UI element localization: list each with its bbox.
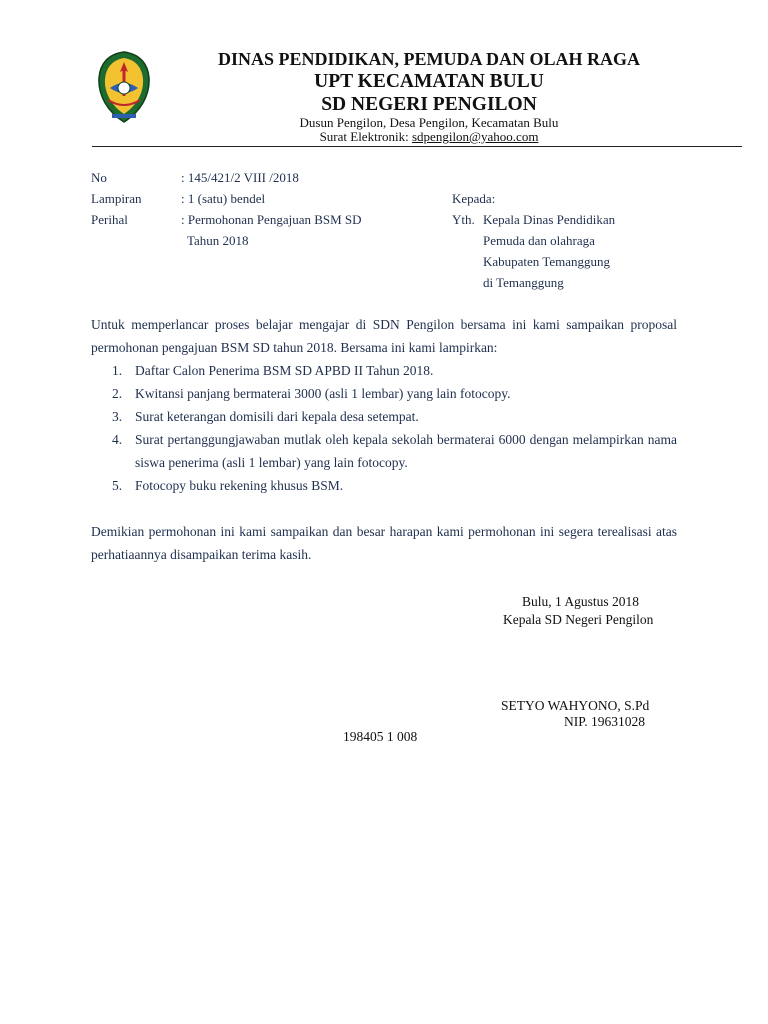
recipient-kepada: Kepada: [452, 191, 496, 206]
recipient-line: Kabupaten Temanggung [483, 254, 611, 269]
perihal-label: Perihal [91, 212, 128, 227]
lampiran-value: : 1 (satu) bendel [181, 191, 266, 206]
lampiran-label: Lampiran [91, 191, 142, 206]
list-item-text: Kwitansi panjang bermaterai 3000 (asli 1 lembar) yang lain fotocopy. [135, 386, 511, 401]
list-item-text: Surat pertanggungjawaban mutlak oleh kepala sekolah bermaterai 6000 dengan melampirkan nama siswa penerima (asli 1 lembar) yang lain fotocopy. [135, 432, 677, 470]
list-item [91, 382, 677, 405]
list-item-text: Fotocopy buku rekening khusus BSM. [135, 478, 344, 493]
recipient-line: Pemuda dan olahraga [483, 233, 595, 248]
letter-body [91, 313, 677, 566]
place-date: Bulu, 1 Agustus 2018 [522, 594, 640, 609]
recipient-yth: Yth. [452, 212, 475, 227]
recipient-line: Kepala Dinas Pendidikan [483, 212, 616, 227]
school-name: SD NEGERI PENGILON [321, 94, 537, 115]
signer-nip-continued: 198405 1 008 [343, 729, 418, 744]
signer-title: Kepala SD Negeri Pengilon [503, 612, 654, 627]
recipient-line: di Temanggung [483, 275, 564, 290]
address: Dusun Pengilon, Desa Pengilon, Kecamatan Bulu [299, 115, 559, 130]
list-item [91, 405, 677, 428]
email-link[interactable]: sdpengilon@yahoo.com [412, 129, 539, 144]
signer-nip: NIP. 19631028 [564, 714, 646, 729]
list-item-text: Daftar Calon Penerima BSM SD APBD II Tahun 2018. [135, 363, 434, 378]
perihal-value-cont: Tahun 2018 [187, 233, 249, 248]
intro-paragraph: Untuk memperlancar proses belajar mengajar di SDN Pengilon bersama ini kami sampaikan proposal permohonan pengajuan BSM SD tahun 2018. Bersama ini kami lampirkan: [91, 317, 677, 355]
regency-emblem-logo [94, 48, 154, 128]
letter-meta [0, 167, 768, 297]
list-item [91, 474, 677, 497]
list-item-number: 4. [112, 432, 123, 447]
list-item-number: 1. [112, 363, 123, 378]
email-label: Surat Elektronik: [319, 129, 412, 144]
attachment-list [91, 359, 677, 497]
signer-name: SETYO WAHYONO, S.Pd [501, 698, 650, 713]
list-item [91, 359, 677, 382]
email-line [150, 130, 708, 144]
list-item-number: 3. [112, 409, 123, 424]
unit-name: UPT KECAMATAN BULU [314, 71, 544, 92]
header-divider [92, 146, 742, 147]
perihal-value: : Permohonan Pengajuan BSM SD [181, 212, 362, 227]
list-item-text: Surat keterangan domisili dari kepala desa setempat. [135, 409, 419, 424]
closing-paragraph: Demikian permohonan ini kami sampaikan dan besar harapan kami permohonan ini segera terealisasi atas perhatiaannya disampaikan terima kasih. [91, 524, 677, 562]
list-item-number: 2. [112, 386, 123, 401]
no-label: No [91, 170, 107, 185]
list-item-number: 5. [112, 478, 123, 493]
no-value: : 145/421/2 VIII /2018 [181, 170, 299, 185]
letterhead [150, 46, 708, 144]
agency-name: DINAS PENDIDIKAN, PEMUDA DAN OLAH RAGA [217, 49, 640, 69]
list-item [91, 428, 677, 474]
